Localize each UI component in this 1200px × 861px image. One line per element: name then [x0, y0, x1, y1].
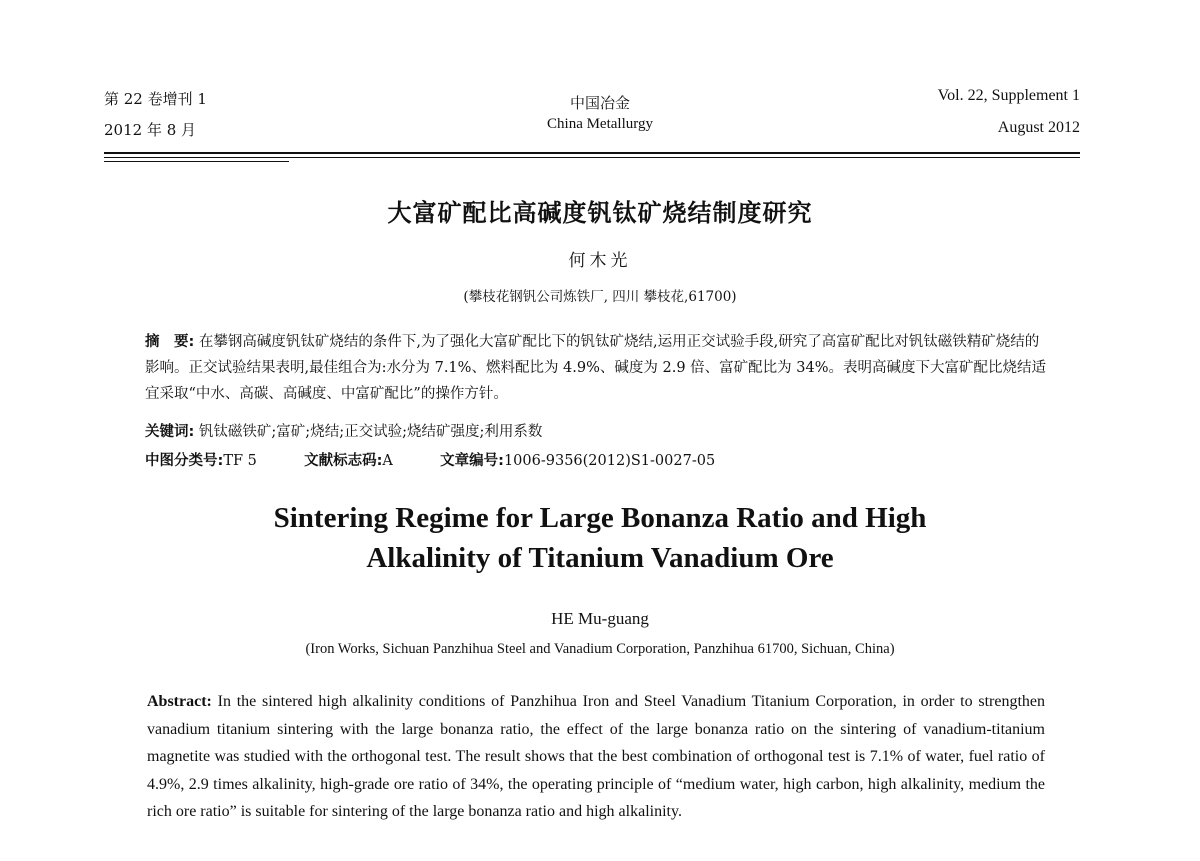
- abstract-en-text: In the sintered high alkalinity conditions of Panzhihua Iron and Steel Vanadium Titanium Corporation, in order to strengthen vanadium titanium sintering with the large bonanza ratio, the effect of the large bonanza ratio on the sintering of vanadium-titanium magnetite was studied with the orthogonal test. The result shows that the best combination of orthogonal test is 7.1% of water, fuel ratio of 4.9%, 2.9 times alkalinity, high-grade ore ratio of 34%, the operating principle of “medium water, high carbon, high alkalinity, medium the rich ore ratio” is suitable for sintering of the large bonanza ratio and high alkalinity.: [147, 693, 1046, 820]
- journal-name-cn: 中国冶金: [569, 94, 630, 112]
- header-rule-bottom: [104, 157, 1080, 158]
- header-rule-top: [104, 152, 1080, 154]
- clc-value: TF 5: [223, 453, 257, 469]
- keywords-cn: [145, 419, 1050, 445]
- title-en-line1: Sintering Regime for Large Bonanza Ratio and High: [273, 502, 927, 534]
- doc-code-label: 文献标志码:: [304, 453, 383, 469]
- title-en-line2: Alkalinity of Titanium Vanadium Ore: [366, 542, 834, 574]
- abstract-cn-text: 在攀钢高碱度钒钛矿烧结的条件下,为了强化大富矿配比下的钒钛矿烧结,运用正交试验手段,研究了高富矿配比对钒钛磁铁精矿烧结的影响。正交试验结果表明,最佳组合为:水分为 7.1%、燃料配比为 4.9%、碱度为 2.9 倍、富矿配比为 34%。表明高碱度下大富矿配比烧结适宜采取“中水、高碳、高碱度、中富矿配比”的操作方针。: [145, 334, 1046, 402]
- article-number-value: 1006-9356(2012)S1-0027-05: [503, 453, 716, 469]
- header-rule-short: [104, 161, 289, 162]
- volume-en: Vol. 22, Supplement 1: [937, 87, 1080, 104]
- abstract-en: [147, 688, 1045, 826]
- affiliation-cn: (攀枝花钢钒公司炼铁厂, 四川 攀枝花,61700): [463, 289, 737, 305]
- abstract-cn-label: 摘 要:: [145, 334, 195, 350]
- abstract-en-label: Abstract:: [147, 693, 212, 710]
- author-en: HE Mu-guang: [551, 609, 649, 628]
- date-en: August 2012: [997, 119, 1080, 136]
- author-cn: 何木光: [568, 251, 632, 271]
- volume-cn: 第 22 卷增刊 1: [104, 90, 207, 108]
- doc-code-value: A: [382, 453, 393, 469]
- affiliation-en: (Iron Works, Sichuan Panzhihua Steel and Vanadium Corporation, Panzhihua 61700, Sichuan, China): [305, 641, 895, 657]
- journal-name-en: China Metallurgy: [547, 116, 653, 132]
- title-en: [0, 498, 1200, 578]
- date-cn: 2012 年 8 月: [104, 121, 197, 139]
- classification-line: [145, 448, 1050, 474]
- abstract-cn: [145, 329, 1050, 407]
- clc-label: 中图分类号:: [145, 453, 224, 469]
- keywords-cn-text: 钒钛磁铁矿;富矿;烧结;正交试验;烧结矿强度;利用系数: [198, 424, 543, 440]
- article-number-label: 文章编号:: [440, 453, 504, 469]
- keywords-cn-label: 关键词:: [145, 424, 195, 440]
- title-cn: 大富矿配比高碱度钒钛矿烧结制度研究: [387, 199, 813, 227]
